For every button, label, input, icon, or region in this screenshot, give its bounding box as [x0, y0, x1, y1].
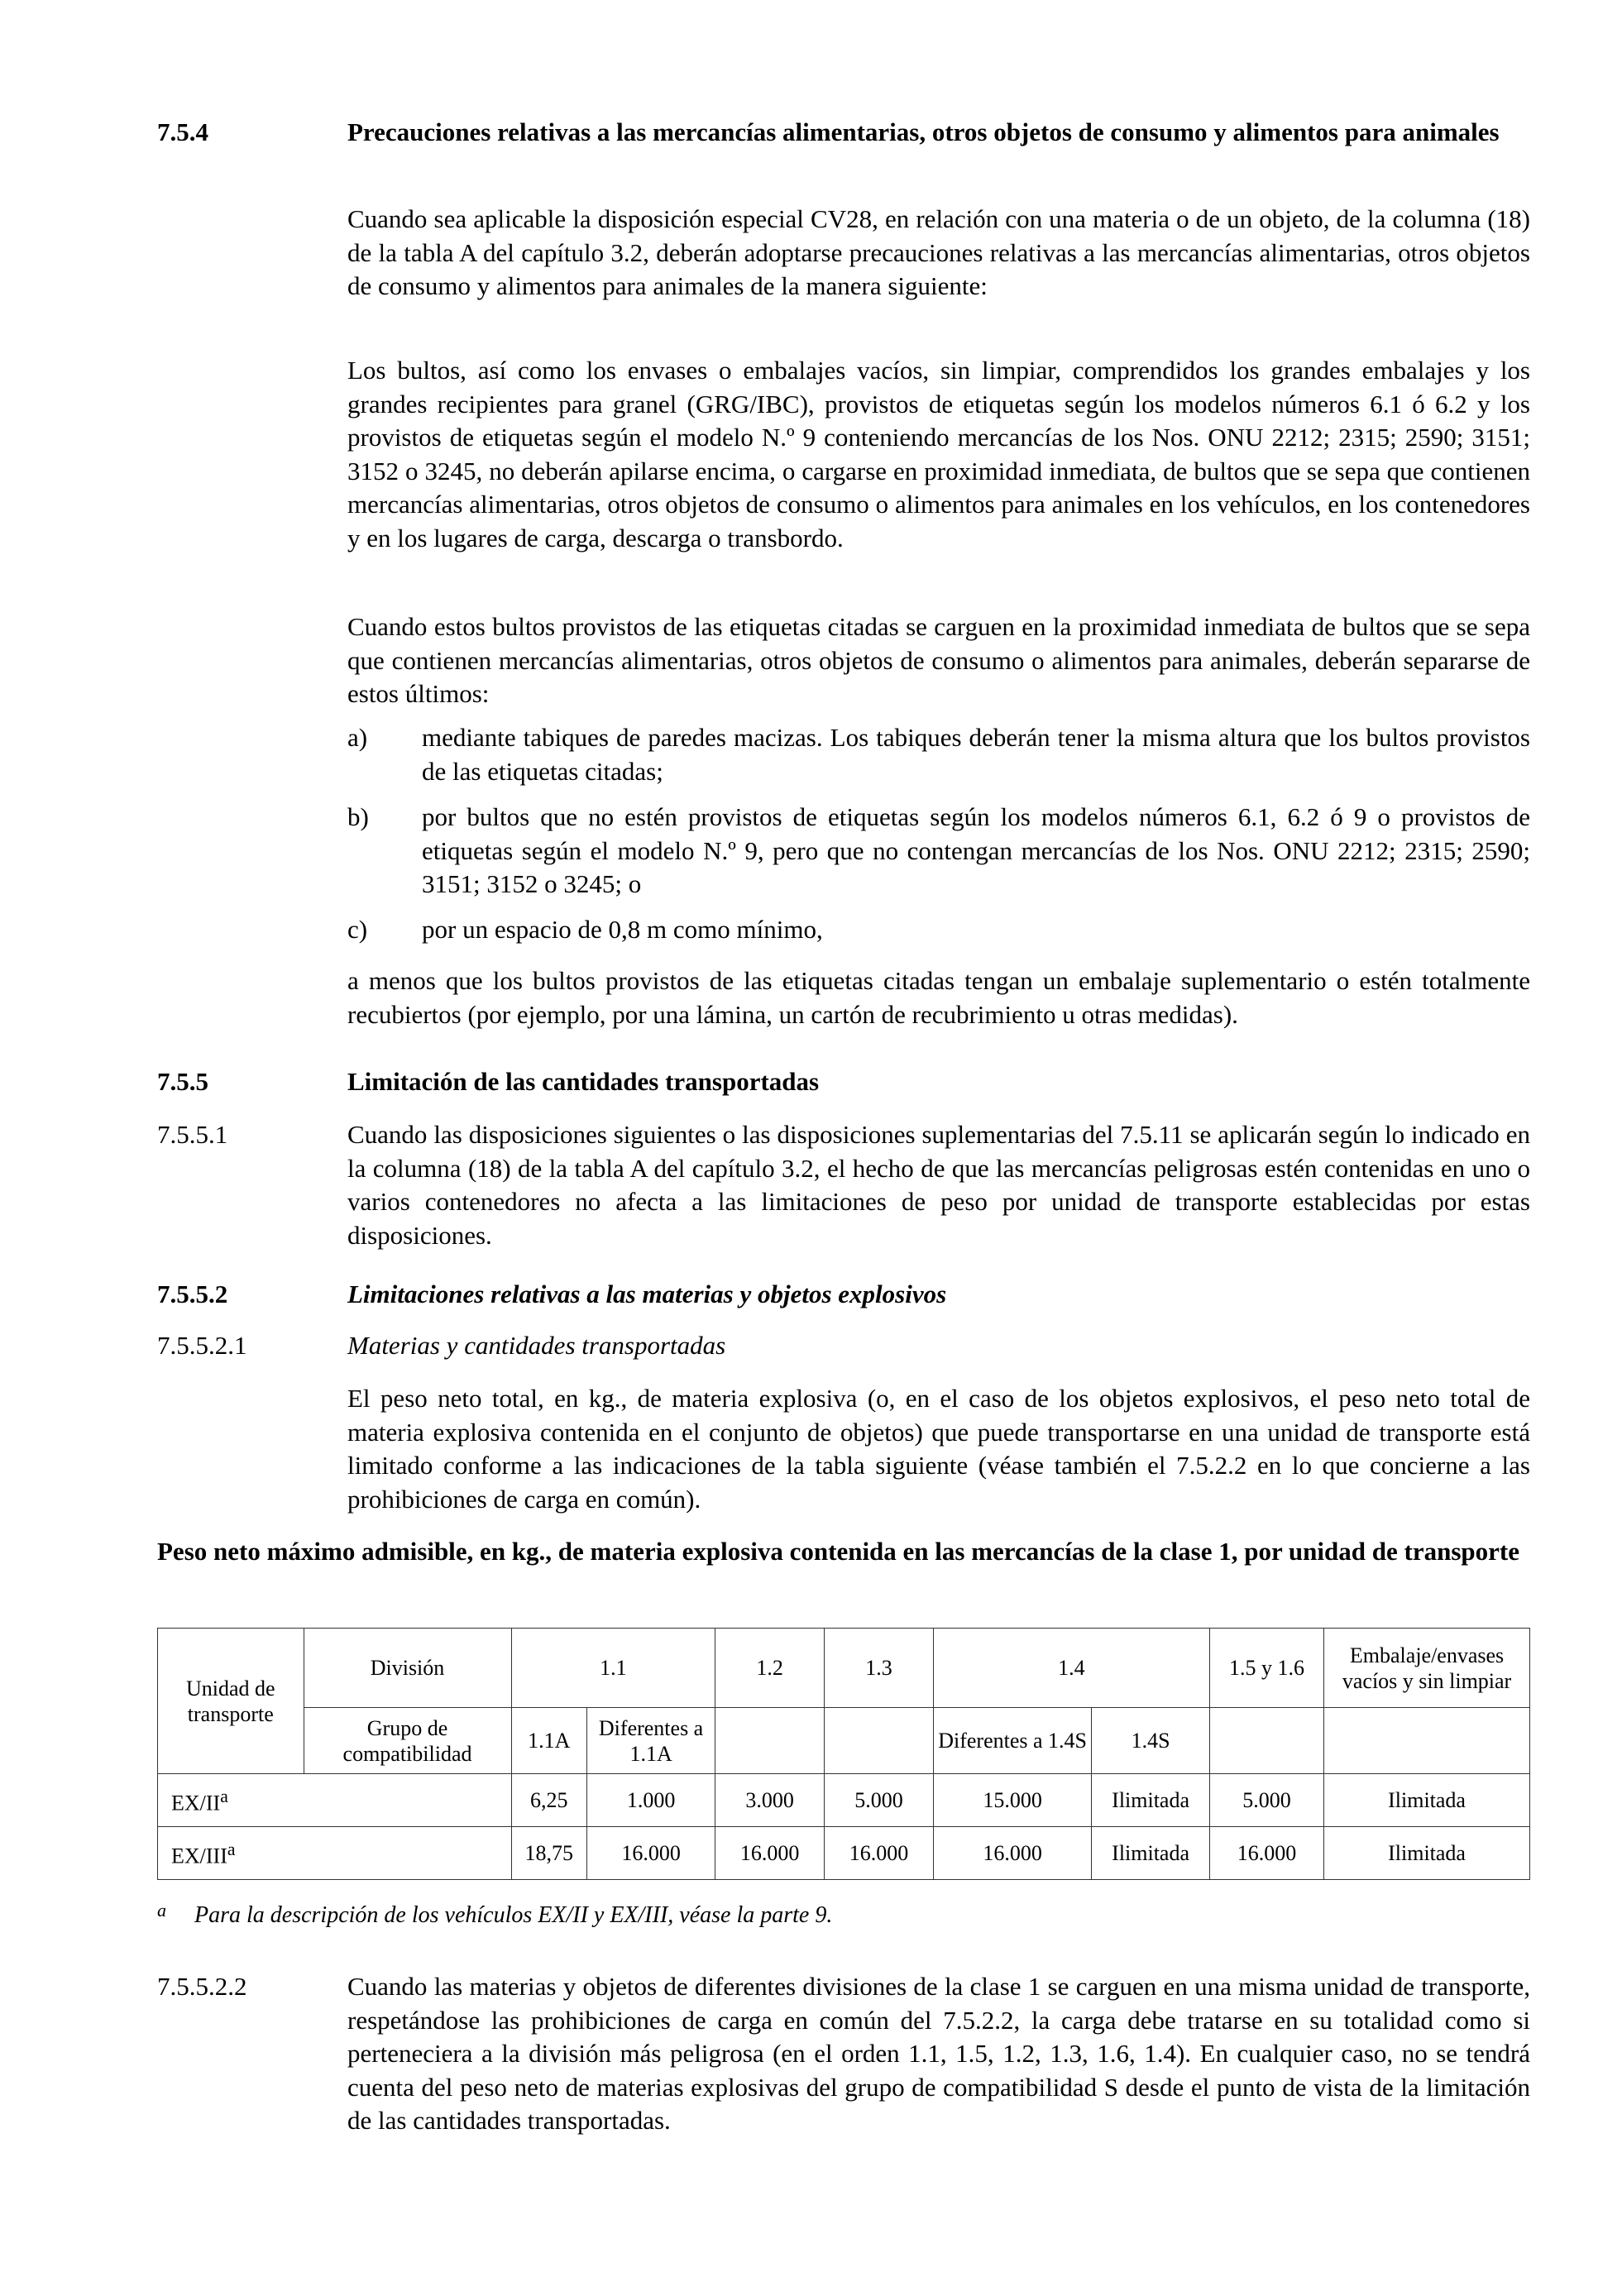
table-cell: 1.000 — [586, 1774, 715, 1827]
paragraph: Cuando estos bultos provistos de las etiquetas citadas se carguen en la proximidad inmediata de bultos que se sepa que contienen mercancías alimentarias, otros objetos de consumo o alimentos para animales, deberán separarse de estos últimos: — [347, 612, 1530, 708]
section-text: Cuando las disposiciones siguientes o las disposiciones suplementarias del 7.5.11 se aplicarán según lo indicado en la columna (18) de la tabla A del capítulo 3.2, el hecho de que las mercancías peligrosas estén contenidas en uno o varios contenedores no afecta a las limitaciones de peso por unidad de transporte establecidas por estas disposiciones. — [347, 1120, 1530, 1250]
section-title: Limitación de las cantidades transportadas — [347, 1067, 820, 1096]
table-cell: 16.000 — [715, 1827, 825, 1880]
section-text: Cuando las materias y objetos de diferentes divisiones de la clase 1 se carguen en una misma unidad de transporte, respetándose las prohibiciones de carga en común del 7.5.2.2, la carga debe tratarse en su totalidad como si perteneciera a la división más peligrosa (en el orden 1.1, 1.5, 1.2, 1.3, 1.6, 1.4). En cualquier caso, no se tendrá cuenta del peso neto de materias explosivas del grupo de compatibilidad S desde el punto de vista de la limitación de las cantidades transportadas. — [347, 1972, 1530, 2135]
header-group-1-1a: 1.1A — [511, 1708, 586, 1774]
section-title: Limitaciones relativas a las materias y objetos explosivos — [347, 1280, 947, 1308]
table-cell: 16.000 — [1209, 1827, 1323, 1880]
list-item-label: b) — [347, 802, 369, 831]
table-cell: 6,25 — [511, 1774, 586, 1827]
section-number: 7.5.5.1 — [157, 1120, 228, 1149]
paragraph: Cuando sea aplicable la disposición especial CV28, en relación con una materia o de un objeto, de la columna (18) de la tabla A del capítulo 3.2, deberán adoptarse precauciones relativas a las mercancías alimentarias, otros objetos de consumo y alimentos para animales de la manera siguiente: — [347, 204, 1530, 300]
section-number: 7.5.5.2.2 — [157, 1972, 247, 2001]
list-item-label: c) — [347, 915, 368, 944]
table-row — [158, 1774, 1530, 1827]
table-cell: Ilimitada — [1324, 1774, 1530, 1827]
list-item-text: por un espacio de 0,8 m como mínimo, — [422, 915, 823, 944]
table-cell: 5.000 — [825, 1774, 934, 1827]
paragraph: El peso neto total, en kg., de materia explosiva (o, en el caso de los objetos explosivos, el peso neto total de materia explosiva contenida en el conjunto de objetos) que puede transportarse en una unidad de transporte está limitado conforme a las indicaciones de la tabla siguiente (véase también el 7.5.2.2 en lo que concierne a las prohibiciones de carga en común). — [347, 1384, 1530, 1514]
header-group-1-4s: 1.4S — [1092, 1708, 1210, 1774]
table-cell: 5.000 — [1209, 1774, 1323, 1827]
table-cell: Ilimitada — [1092, 1827, 1210, 1880]
list-item-text: mediante tabiques de paredes macizas. Los tabiques deberán tener la misma altura que los bultos provistos de las etiquetas citadas; — [422, 723, 1530, 786]
table-cell: 18,75 — [511, 1827, 586, 1880]
section-title: Precauciones relativas a las mercancías alimentarias, otros objetos de consumo y alimentos para animales — [347, 117, 1500, 146]
table-row — [158, 1827, 1530, 1880]
row-unit-label: EX/III — [171, 1844, 227, 1868]
table-subheader-row — [158, 1708, 1530, 1774]
table-cell: 3.000 — [715, 1774, 825, 1827]
section-number: 7.5.5.2 — [157, 1280, 228, 1308]
header-div-1-5: 1.5 y 1.6 — [1209, 1629, 1323, 1708]
header-division: División — [304, 1629, 511, 1708]
list-item-text: por bultos que no estén provistos de etiquetas según los modelos números 6.1, 6.2 ó 9 o provistos de etiquetas según el modelo N.º 9, pero que no contengan mercancías de los Nos. ONU 2212; 2315; 2590; 3151; 3152 o 3245; o — [422, 802, 1530, 898]
paragraph: a menos que los bultos provistos de las etiquetas citadas tengan un embalaje suplementario o estén totalmente recubiertos (por ejemplo, por una lámina, un cartón de recubrimiento u otras medidas). — [347, 966, 1530, 1029]
header-div-1-3: 1.3 — [825, 1629, 934, 1708]
footnote-ref: a — [227, 1839, 236, 1860]
header-unit: Unidad de transporte — [158, 1629, 304, 1774]
header-empty-packaging: Embalaje/envases vacíos y sin limpiar — [1324, 1629, 1530, 1708]
table-cell: Ilimitada — [1092, 1774, 1210, 1827]
footnote-mark: a — [157, 1900, 166, 1921]
table-cell-empty — [825, 1708, 934, 1774]
header-group-other-1-1a: Diferentes a 1.1A — [586, 1708, 715, 1774]
table-cell-empty — [1324, 1708, 1530, 1774]
table-cell: 15.000 — [933, 1774, 1091, 1827]
table-cell-empty — [1209, 1708, 1323, 1774]
footnote-ref: a — [220, 1787, 228, 1807]
table-header-row — [158, 1629, 1530, 1708]
section-number: 7.5.4 — [157, 117, 208, 146]
explosive-limits-table — [157, 1628, 1530, 1880]
list-item-label: a) — [347, 723, 368, 752]
table-cell: 16.000 — [586, 1827, 715, 1880]
table-cell: Ilimitada — [1324, 1827, 1530, 1880]
section-number: 7.5.5.2.1 — [157, 1331, 247, 1360]
section-title: Materias y cantidades transportadas — [347, 1331, 726, 1360]
section-number: 7.5.5 — [157, 1067, 208, 1096]
table-title: Peso neto máximo admisible, en kg., de materia explosiva contenida en las mercancías de la clase 1, por unidad de transporte — [157, 1537, 1519, 1566]
header-div-1-2: 1.2 — [715, 1629, 825, 1708]
row-unit — [158, 1774, 512, 1827]
paragraph: Los bultos, así como los envases o embalajes vacíos, sin limpiar, comprendidos los grandes embalajes y los grandes recipientes para granel (GRG/IBC), provistos de etiquetas según los modelos números 6.1 ó 6.2 y los provistos de etiquetas según el modelo N.º 9 conteniendo mercancías de los Nos. ONU 2212; 2315; 2590; 3151; 3152 o 3245, no deberán apilarse encima, o cargarse en proximidad inmediata, de bultos que se sepa que contienen mercancías alimentarias, otros objetos de consumo o alimentos para animales en los vehículos, en los contenedores y en los lugares de carga, descarga o transbordo. — [347, 356, 1530, 552]
table-cell: 16.000 — [933, 1827, 1091, 1880]
row-unit — [158, 1827, 512, 1880]
header-group-other-1-4s: Diferentes a 1.4S — [933, 1708, 1091, 1774]
header-div-1-4: 1.4 — [933, 1629, 1209, 1708]
header-group: Grupo de compatibilidad — [304, 1708, 511, 1774]
row-unit-label: EX/II — [171, 1791, 221, 1815]
table-cell: 16.000 — [825, 1827, 934, 1880]
footnote-text: Para la descripción de los vehículos EX/II y EX/III, véase la parte 9. — [194, 1902, 833, 1928]
table-cell-empty — [715, 1708, 825, 1774]
header-div-1-1: 1.1 — [511, 1629, 715, 1708]
